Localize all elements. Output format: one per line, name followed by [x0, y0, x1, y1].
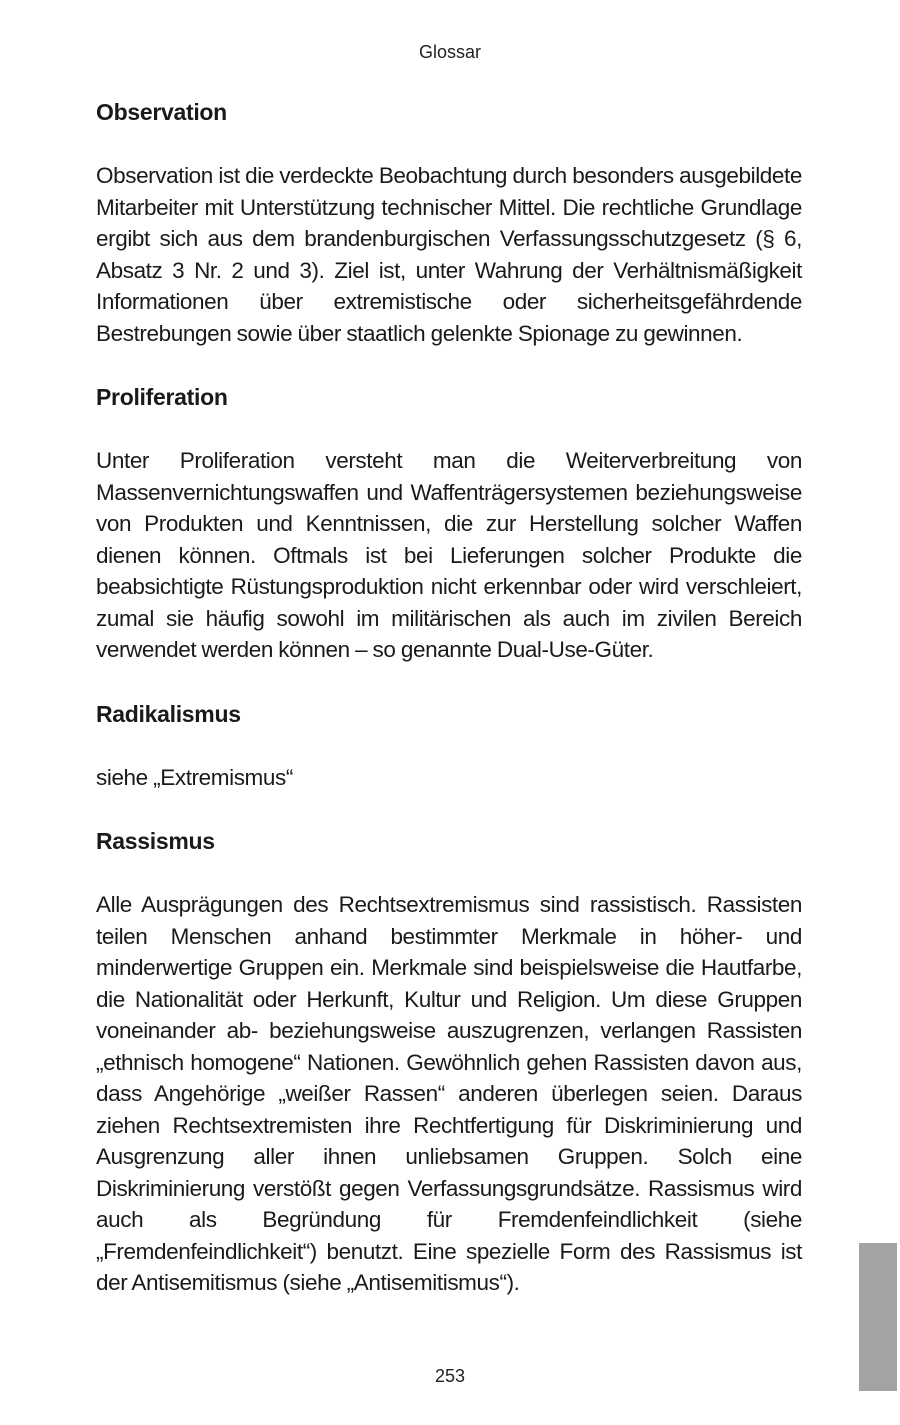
entry-title: Rassismus	[96, 828, 215, 854]
entry-body: Alle Ausprägungen des Rechtsextremismus sind rassistisch. Rassisten teilen Menschen anhand bestimmter Merkmale in höher- und minderwertige Gruppen ein. Merkmale sind beispielsweise die Hautfarbe, die Nationalität oder Herkunft, Kultur und Religion. Um diese Gruppen voneinander ab- beziehungsweise auszugrenzen, verlangen Rassisten „ethnisch homogene“ Nationen. Gewöhnlich gehen Rassisten davon aus, dass Angehörige „weißer Rassen“ anderen überlegen seien. Daraus ziehen Rechtsextremisten ihre Rechtfertigung für Diskriminierung und Ausgrenzung aller ihnen unliebsamen Gruppen. Solch eine Diskriminierung verstößt gegen Verfassungsgrundsätze. Rassismus wird auch als Begründung für Fremdenfeindlichkeit (siehe „Fremdenfeindlichkeit“) benutzt. Eine spezielle Form des Rassismus ist der Antisemitismus (siehe „Antisemitismus“).	[96, 892, 802, 1295]
entry-body: Observation ist die verdeckte Beobachtung durch besonders ausgebildete Mitarbeiter mit Unterstützung technischer Mittel. Die rechtliche Grundlage ergibt sich aus dem brandenburgischen Verfassungsschutzgesetz (§ 6, Absatz 3 Nr. 2 und 3). Ziel ist, unter Wahrung der Verhältnismäßigkeit Informationen über extremistische oder sicherheitsgefährdende Bestrebungen sowie über staatlich gelenkte Spionage zu gewinnen.	[96, 163, 802, 346]
entry-title: Observation	[96, 99, 227, 125]
entry-title: Radikalismus	[96, 700, 241, 727]
entry-body: siehe „Extremismus“	[96, 764, 293, 790]
page-number: 253	[434, 1366, 466, 1386]
entry-rassismus	[96, 825, 802, 1299]
glossary-content	[96, 96, 802, 1331]
running-header: Glossar	[418, 42, 481, 62]
entry-proliferation	[96, 381, 802, 666]
entry-body: Unter Proliferation versteht man die Weiterverbreitung von Massenvernichtungswaffen und Waffenträgersystemen beziehungsweise von Produkten und Kenntnissen, die zur Herstellung solcher Waffen dienen können. Oftmals ist bei Lieferungen solcher Produkte die beabsichtigte Rüstungsproduktion nicht erkennbar oder wird verschleiert, zumal sie häufig sowohl im militärischen als auch im zivilen Bereich verwendet werden können – so genannte Dual-Use-Güter.	[96, 448, 802, 662]
entry-radikalismus	[96, 698, 802, 794]
entry-observation	[96, 96, 802, 349]
entry-title: Proliferation	[96, 384, 228, 410]
